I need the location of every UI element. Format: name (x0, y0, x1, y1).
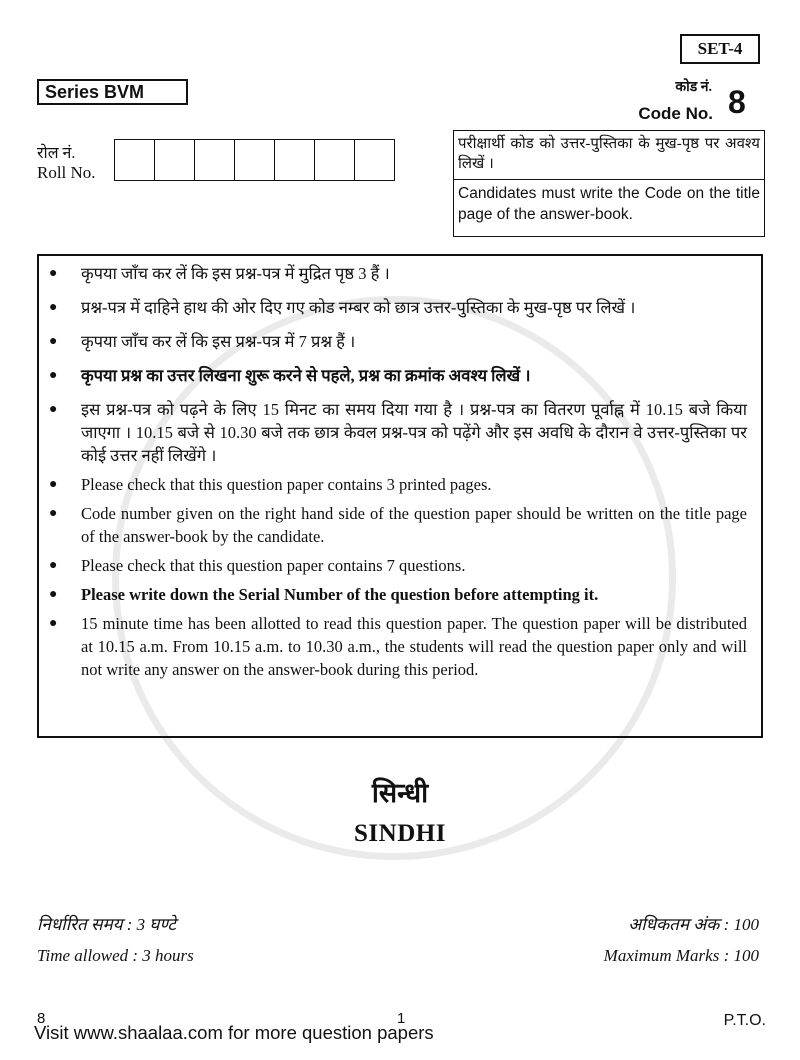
subject-title: SINDHI (354, 820, 446, 847)
bullet-icon: ● (49, 587, 58, 602)
series-label: Series BVM (37, 79, 188, 105)
code-number: 8 (728, 84, 746, 120)
time-allowed-hindi: निर्धारित समय : 3 घण्टे (37, 915, 176, 934)
bullet-icon: ● (49, 368, 58, 383)
instruction-text: Please write down the Serial Number of the question before attempting it. (81, 585, 599, 604)
instruction-item (49, 554, 747, 577)
instruction-text: इस प्रश्न-पत्र को पढ़ने के लिए 15 मिनट का समय दिया गया है । प्रश्न-पत्र का वितरण पूर्वाह्न में 10.15 बजे किया जाएगा । 10.15 बजे से 10.30 बजे तक छात्र केवल प्रश्न-पत्र को पढ़ेंगे और इस अवधि के दौरान वे उत्तर-पुस्तिका पर कोई उत्तर नहीं लिखेंगे । (81, 400, 747, 465)
instruction-item (49, 330, 747, 353)
code-note-box (453, 130, 765, 237)
instruction-text: 15 minute time has been allotted to read this question paper. The question paper will be distributed at 10.15 a.m. From 10.15 a.m. to 10.30 a.m., the students will read the question paper only and will not write any answer on the answer-book during this period. (81, 614, 747, 679)
instruction-item (49, 502, 747, 548)
roll-box[interactable] (114, 139, 155, 181)
instruction-item (49, 296, 747, 319)
instructions-box (37, 254, 763, 738)
instruction-text: Please check that this question paper contains 3 printed pages. (81, 475, 492, 494)
roll-box[interactable] (314, 139, 355, 181)
instruction-text: प्रश्न-पत्र में दाहिने हाथ की ओर दिए गए कोड नम्बर को छात्र उत्तर-पुस्तिका के मुख-पृष्ठ पर लिखें । (81, 298, 636, 317)
roll-label: Roll No. (37, 163, 96, 182)
instruction-text: कृपया प्रश्न का उत्तर लिखना शुरू करने से पहले, प्रश्न का क्रमांक अवश्य लिखें । (81, 366, 531, 385)
roll-label-hindi: रोल नं. (37, 145, 76, 162)
roll-box[interactable] (154, 139, 195, 181)
set-label: SET-4 (680, 34, 760, 64)
bullet-icon: ● (49, 616, 58, 631)
code-note-english: Candidates must write the Code on the title page of the answer-book. (458, 185, 760, 223)
roll-number-boxes (114, 139, 394, 181)
bullet-icon: ● (49, 334, 58, 349)
pto-label: P.T.O. (723, 1012, 766, 1029)
bullet-icon: ● (49, 477, 58, 492)
footer-code: 8 (37, 1010, 46, 1027)
instruction-text: Please check that this question paper contains 7 questions. (81, 556, 466, 575)
bullet-icon: ● (49, 402, 58, 417)
maximum-marks-hindi: अधिकतम अंक : 100 (628, 915, 759, 934)
bullet-icon: ● (49, 558, 58, 573)
time-allowed: Time allowed : 3 hours (37, 946, 194, 965)
page-number: 1 (397, 1010, 406, 1027)
instruction-text: कृपया जाँच कर लें कि इस प्रश्न-पत्र में 7 प्रश्न हैं । (81, 332, 356, 351)
bullet-icon: ● (49, 300, 58, 315)
code-note-hindi: परीक्षार्थी कोड को उत्तर-पुस्तिका के मुख-पृष्ठ पर अवश्य लिखें । (458, 136, 760, 172)
roll-box[interactable] (234, 139, 275, 181)
code-label-hindi: कोड नं. (675, 80, 712, 95)
instruction-item (49, 473, 747, 496)
roll-box[interactable] (354, 139, 395, 181)
instruction-text: कृपया जाँच कर लें कि इस प्रश्न-पत्र में मुद्रित पृष्ठ 3 हैं । (81, 264, 390, 283)
visit-link[interactable]: Visit www.shaalaa.com for more question papers (34, 1022, 434, 1043)
subject-title-hindi: सिन्धी (371, 778, 429, 808)
instruction-text: Code number given on the right hand side of the question paper should be written on the title page of the answer-book by the candidate. (81, 504, 747, 546)
maximum-marks: Maximum Marks : 100 (603, 946, 759, 965)
roll-box[interactable] (194, 139, 235, 181)
instruction-item (49, 262, 747, 285)
code-label: Code No. (638, 104, 713, 123)
instruction-item (49, 398, 747, 467)
bullet-icon: ● (49, 506, 58, 521)
roll-box[interactable] (274, 139, 315, 181)
bullet-icon: ● (49, 266, 58, 281)
code-note-divider (454, 179, 764, 180)
instruction-item (49, 364, 747, 387)
instruction-item (49, 583, 747, 606)
instruction-item (49, 612, 747, 681)
